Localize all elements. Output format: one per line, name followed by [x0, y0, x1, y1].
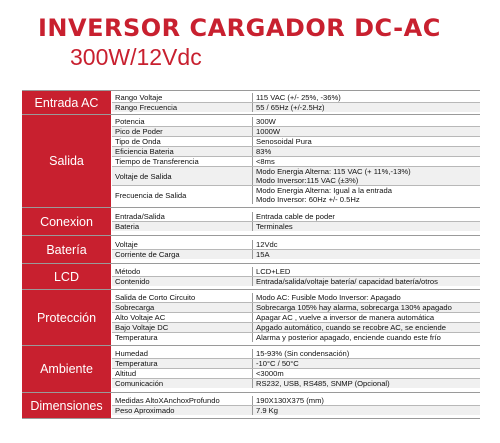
- spec-value: [253, 323, 480, 332]
- spec-row: [112, 136, 480, 146]
- spec-key: Bajo Voltaje DC: [112, 323, 253, 332]
- spec-value: [253, 157, 480, 166]
- spec-row: [112, 358, 480, 368]
- spec-value: [253, 333, 480, 342]
- section-rows: [112, 393, 480, 418]
- spec-value-line: Apgado automático, cuando se recobre AC, se enciende: [256, 323, 446, 332]
- spec-key: Humedad: [112, 349, 253, 358]
- spec-value-line: Alarma y posterior apagado, enciende cuando este frío: [256, 333, 441, 342]
- spec-key: Medidas AltoXAnchoxProfundo: [112, 396, 253, 405]
- spec-value: [253, 293, 480, 302]
- spec-value-line: 7.9 Kg: [256, 406, 278, 415]
- spec-value-line: 1000W: [256, 127, 281, 136]
- spec-key: Contenido: [112, 277, 253, 286]
- spec-value-line: Sobrecarga 105% hay alarma, sobrecarga 130% apagado: [256, 303, 452, 312]
- spec-row: [112, 405, 480, 415]
- spec-row: [112, 102, 480, 112]
- spec-value: [253, 379, 480, 388]
- spec-value: [253, 250, 480, 259]
- spec-value-line: RS232, USB, RS485, SNMP (Opcional): [256, 379, 390, 388]
- section-label: Ambiente: [22, 346, 112, 392]
- spec-row: [112, 378, 480, 388]
- spec-key: Frecuencia de Salida: [112, 186, 253, 204]
- spec-value: [253, 103, 480, 112]
- spec-value-line: Entrada/salida/voltaje batería/ capacidad batería/otros: [256, 277, 438, 286]
- spec-row: [112, 185, 480, 204]
- spec-key: Temperatura: [112, 333, 253, 342]
- page-subtitle: 300W/12Vdc: [70, 44, 202, 70]
- spec-value: [253, 127, 480, 136]
- spec-row: [112, 146, 480, 156]
- section-rows: [112, 264, 480, 289]
- spec-value-line: 83%: [256, 147, 272, 156]
- spec-key: Corriente de Carga: [112, 250, 253, 259]
- spec-value: [253, 303, 480, 312]
- section-rows: [112, 290, 480, 345]
- spec-key: Entrada/Salida: [112, 212, 253, 221]
- spec-value: [253, 167, 480, 185]
- spec-row: [112, 396, 480, 405]
- spec-section: [22, 263, 480, 289]
- spec-value: [253, 359, 480, 368]
- spec-section: [22, 345, 480, 392]
- section-rows: [112, 115, 480, 207]
- spec-value: [253, 396, 480, 405]
- spec-row: [112, 166, 480, 185]
- section-rows: [112, 346, 480, 392]
- spec-row: [112, 156, 480, 166]
- page-title: INVERSOR CARGADOR DC-AC: [38, 14, 441, 42]
- spec-key: Tipo de Onda: [112, 137, 253, 146]
- spec-key: Bateria: [112, 222, 253, 231]
- spec-key: Altitud: [112, 369, 253, 378]
- spec-row: [112, 332, 480, 342]
- spec-value-line: Apagar AC , vuelve a inversor de manera automática: [256, 313, 435, 322]
- spec-row: [112, 276, 480, 286]
- spec-value-line: Terminales: [256, 222, 293, 231]
- spec-key: Alto Voltaje AC: [112, 313, 253, 322]
- spec-value: [253, 349, 480, 358]
- spec-value: [253, 240, 480, 249]
- section-label: Conexion: [22, 208, 112, 235]
- spec-value-line: -10°C / 50°C: [256, 359, 299, 368]
- spec-value-line: 15A: [256, 250, 270, 259]
- spec-value-line: <8ms: [256, 157, 275, 166]
- spec-row: [112, 117, 480, 126]
- spec-key: Sobrecarga: [112, 303, 253, 312]
- spec-value-line: Modo Energia Alterna: 115 VAC (+ 11%,-13%): [256, 167, 411, 176]
- section-label: Salida: [22, 115, 112, 207]
- spec-value-line: Entrada cable de poder: [256, 212, 335, 221]
- spec-value: [253, 277, 480, 286]
- spec-row: [112, 240, 480, 249]
- spec-section: [22, 114, 480, 207]
- spec-key: Temperatura: [112, 359, 253, 368]
- spec-row: [112, 267, 480, 276]
- spec-table: [22, 90, 480, 419]
- spec-key: Método: [112, 267, 253, 276]
- spec-value-line: <3000m: [256, 369, 284, 378]
- spec-value-line: LCD+LED: [256, 267, 291, 276]
- section-label: Protección: [22, 290, 112, 345]
- spec-value: [253, 222, 480, 231]
- spec-value-line: Modo Inversor:115 VAC (±3%): [256, 176, 359, 185]
- section-rows: [112, 208, 480, 235]
- spec-key: Tiempo de Transferencia: [112, 157, 253, 166]
- spec-value-line: Senosoidal Pura: [256, 137, 312, 146]
- spec-row: [112, 93, 480, 102]
- section-label: LCD: [22, 264, 112, 289]
- spec-value: [253, 147, 480, 156]
- spec-row: [112, 312, 480, 322]
- spec-value-line: Modo Inversor: 60Hz +/- 0.5Hz: [256, 195, 360, 204]
- spec-value-line: Modo AC: Fusible Modo Inversor: Apagado: [256, 293, 401, 302]
- spec-section: [22, 91, 480, 114]
- section-label: Dimensiones: [22, 393, 112, 418]
- spec-value: [253, 137, 480, 146]
- spec-value: [253, 212, 480, 221]
- spec-row: [112, 249, 480, 259]
- spec-value: [253, 93, 480, 102]
- spec-row: [112, 126, 480, 136]
- spec-key: Voltaje de Salida: [112, 167, 253, 185]
- spec-value-line: Modo Energia Alterna: Igual a la entrada: [256, 186, 392, 195]
- spec-value: [253, 186, 480, 204]
- spec-value-line: 15-93% (Sin condensación): [256, 349, 350, 358]
- spec-key: Rango Voltaje: [112, 93, 253, 102]
- spec-value: [253, 313, 480, 322]
- spec-row: [112, 221, 480, 231]
- spec-value-line: 300W: [256, 117, 276, 126]
- spec-value: [253, 369, 480, 378]
- spec-row: [112, 212, 480, 221]
- spec-row: [112, 349, 480, 358]
- section-label: Batería: [22, 236, 112, 263]
- section-rows: [112, 236, 480, 263]
- spec-key: Eficiencia Bateria: [112, 147, 253, 156]
- spec-section: [22, 289, 480, 345]
- section-label: Entrada AC: [22, 91, 112, 114]
- spec-row: [112, 368, 480, 378]
- spec-value: [253, 117, 480, 126]
- spec-value: [253, 406, 480, 415]
- spec-key: Salida de Corto Circuito: [112, 293, 253, 302]
- spec-row: [112, 302, 480, 312]
- spec-key: Comunicación: [112, 379, 253, 388]
- spec-key: Rango Frecuencia: [112, 103, 253, 112]
- spec-section: [22, 207, 480, 235]
- spec-key: Peso Aproximado: [112, 406, 253, 415]
- spec-section: [22, 392, 480, 418]
- section-rows: [112, 91, 480, 114]
- spec-value: [253, 267, 480, 276]
- spec-key: Pico de Poder: [112, 127, 253, 136]
- spec-row: [112, 322, 480, 332]
- spec-key: Voltaje: [112, 240, 253, 249]
- spec-value-line: 55 / 65Hz (+/-2.5Hz): [256, 103, 325, 112]
- spec-value-line: 115 VAC (+/- 25%, -36%): [256, 93, 341, 102]
- spec-value-line: 190X130X375 (mm): [256, 396, 324, 405]
- spec-value-line: 12Vdc: [256, 240, 278, 249]
- spec-row: [112, 293, 480, 302]
- spec-key: Potencia: [112, 117, 253, 126]
- spec-section: [22, 235, 480, 263]
